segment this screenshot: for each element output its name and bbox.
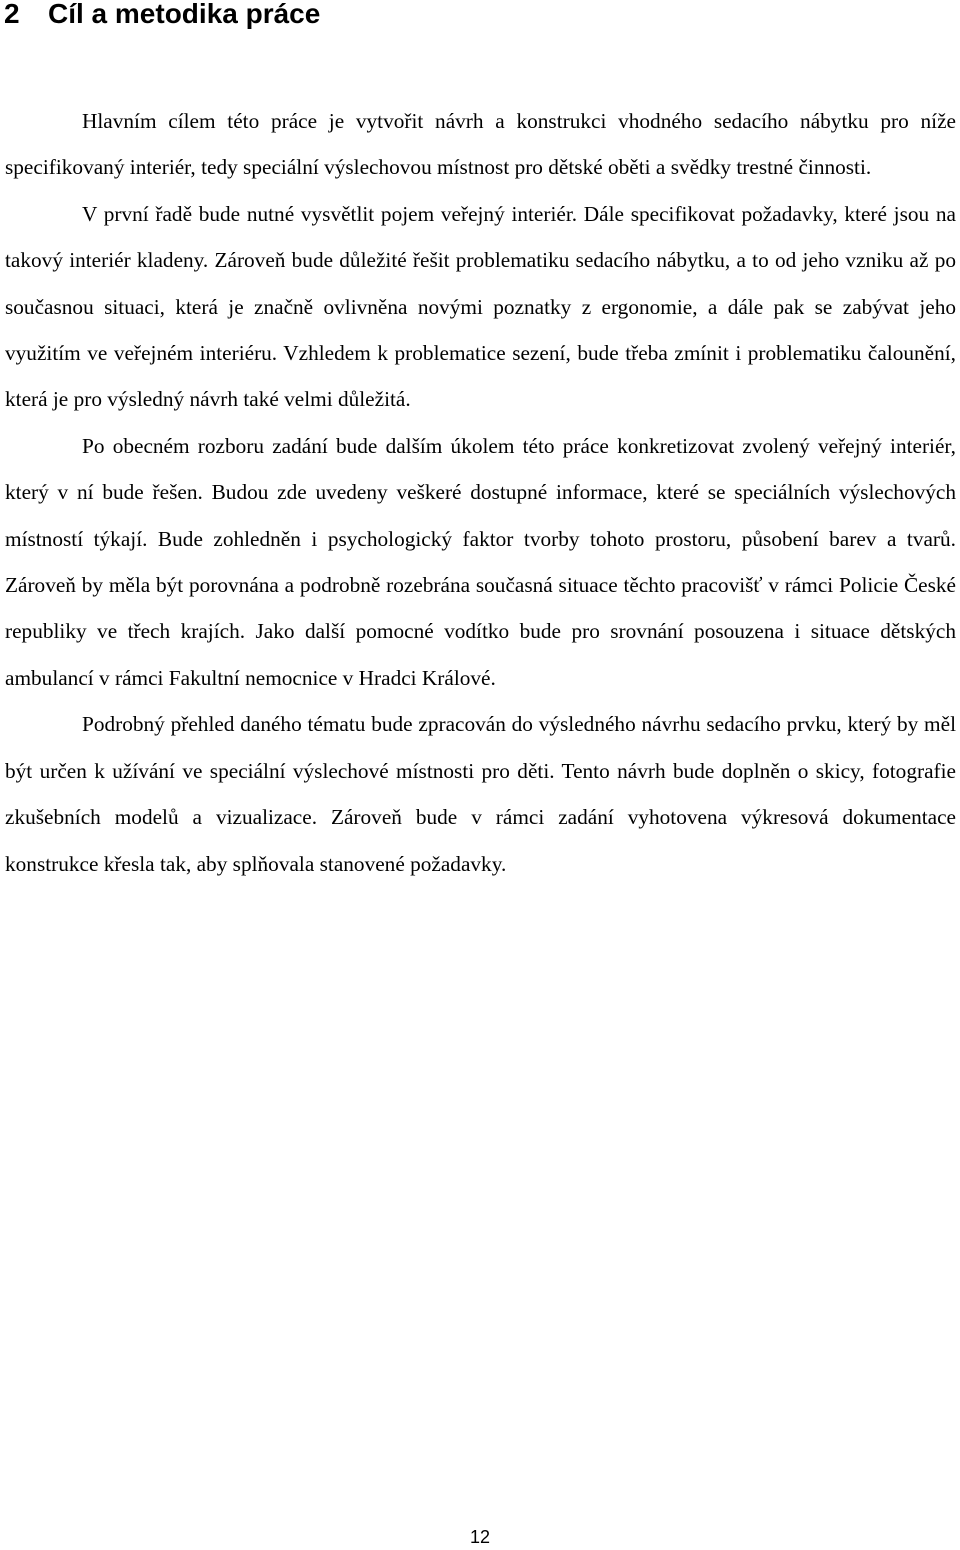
page-number: 12 xyxy=(469,1527,491,1547)
chapter-number: 2 xyxy=(4,0,20,29)
chapter-body xyxy=(5,98,956,887)
paragraph: Hlavním cílem této práce je vytvořit návrh a konstrukci vhodného sedacího nábytku pro níže specifikovaný interiér, tedy speciální výslechovou místnost pro dětské oběti a svědky trestné činnosti. xyxy=(5,109,956,180)
chapter-heading xyxy=(4,0,320,34)
chapter-title: Cíl a metodika práce xyxy=(48,0,321,29)
paragraph: Podrobný přehled daného tématu bude zpracován do výsledného návrhu sedacího prvku, který by měl být určen k užívání ve speciální výslechové místnosti pro děti. Tento návrh bude doplněn o skicy, fotografie zkušebních modelů a vizualizace. Zároveň bude v rámci zadání vyhotovena výkresová dokumentace konstrukce křesla tak, aby splňovala stanovené požadavky. xyxy=(5,712,956,876)
paragraph: Po obecném rozboru zadání bude dalším úkolem této práce konkretizovat zvolený veřejný interiér, který v ní bude řešen. Budou zde uvedeny veškeré dostupné informace, které se speciálních výslechových místností týkají. Bude zohledněn i psychologický faktor tvorby tohoto prostoru, působení barev a tvarů. Zároveň by měla být porovnána a podrobně rozebrána současná situace těchto pracovišť v rámci Policie České republiky ve třech krajích. Jako další pomocné vodítko bude pro srovnání posouzena i situace dětských ambulancí v rámci Fakultní nemocnice v Hradci Králové. xyxy=(5,433,956,690)
paragraph: V první řadě bude nutné vysvětlit pojem veřejný interiér. Dále specifikovat požadavky, které jsou na takový interiér kladeny. Zároveň bude důležité řešit problematiku sedacího nábytku, a to od jeho vzniku až po současnou situaci, která je značně ovlivněna novými poznatky z ergonomie, a dále pak se zabývat jeho využitím ve veřejném interiéru. Vzhledem k problematice sezení, bude třeba zmínit i problematiku čalounění, která je pro výsledný návrh také velmi důležitá. xyxy=(5,201,956,412)
